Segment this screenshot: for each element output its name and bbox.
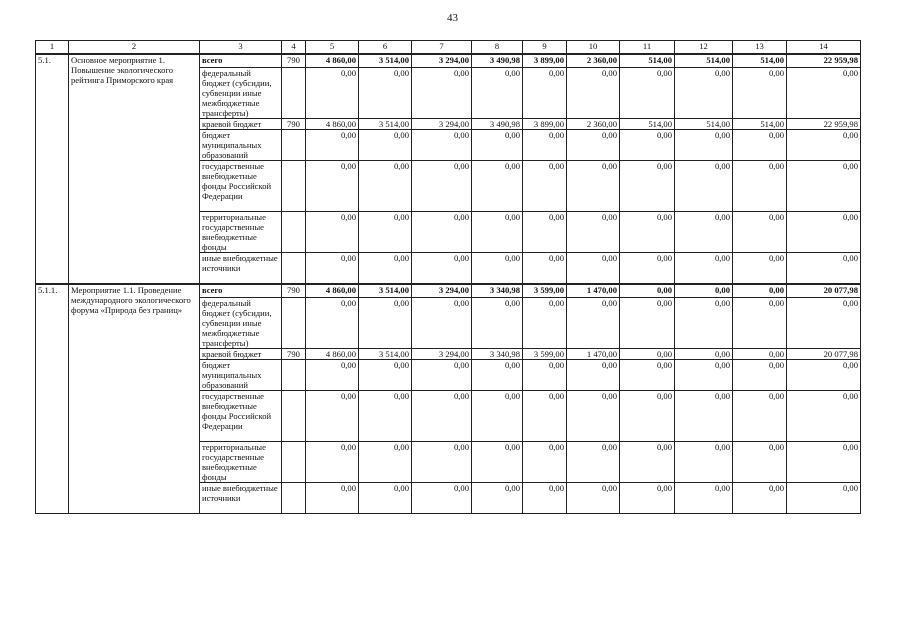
amount-cell: 0,00 (675, 483, 733, 514)
amount-cell: 0,00 (567, 298, 620, 349)
amount-cell: 0,00 (733, 391, 787, 442)
grbs-code: 790 (282, 119, 306, 130)
amount-cell: 4 860,00 (306, 54, 359, 68)
amount-cell: 0,00 (412, 391, 472, 442)
total-amount: 22 959,98 (787, 54, 861, 68)
amount-cell: 0,00 (567, 253, 620, 285)
amount-cell: 0,00 (523, 253, 567, 285)
amount-cell: 0,00 (523, 483, 567, 514)
funding-source: территориальные государственные внебюджетные фонды (200, 442, 282, 483)
total-amount: 0,00 (787, 68, 861, 119)
amount-cell: 2 360,00 (567, 119, 620, 130)
amount-cell: 3 294,00 (412, 284, 472, 298)
amount-cell: 514,00 (620, 119, 675, 130)
measure-name: Мероприятие 1.1. Проведение международного экологического форума «Природа без границ» (69, 284, 200, 514)
amount-cell: 0,00 (567, 442, 620, 483)
amount-cell: 0,00 (412, 212, 472, 253)
funding-source: государственные внебюджетные фонды Российской Федерации (200, 161, 282, 212)
grbs-code (282, 442, 306, 483)
amount-cell: 0,00 (675, 253, 733, 285)
amount-cell: 0,00 (675, 130, 733, 161)
funding-source: всего (200, 284, 282, 298)
amount-cell: 0,00 (472, 130, 523, 161)
funding-source: федеральный бюджет (субсидии, субвенции иные межбюджетные трансферты) (200, 298, 282, 349)
column-header: 3 (200, 41, 282, 55)
grbs-code (282, 360, 306, 391)
grbs-code (282, 391, 306, 442)
amount-cell: 4 860,00 (306, 349, 359, 360)
funding-source: иные внебюджетные источники (200, 483, 282, 514)
measure-code: 5.1.1. (36, 284, 69, 514)
amount-cell: 0,00 (620, 212, 675, 253)
amount-cell: 0,00 (306, 161, 359, 212)
funding-source: краевой бюджет (200, 349, 282, 360)
amount-cell: 0,00 (306, 68, 359, 119)
amount-cell: 0,00 (733, 483, 787, 514)
amount-cell: 0,00 (523, 360, 567, 391)
total-amount: 20 077,98 (787, 284, 861, 298)
amount-cell: 3 514,00 (359, 284, 412, 298)
amount-cell: 0,00 (359, 442, 412, 483)
amount-cell: 0,00 (567, 360, 620, 391)
amount-cell: 3 340,98 (472, 349, 523, 360)
amount-cell: 4 860,00 (306, 119, 359, 130)
amount-cell: 0,00 (620, 130, 675, 161)
amount-cell: 3 490,98 (472, 119, 523, 130)
amount-cell: 0,00 (523, 391, 567, 442)
budget-table-body (36, 54, 861, 514)
column-header: 9 (523, 41, 567, 55)
amount-cell: 3 514,00 (359, 54, 412, 68)
funding-source: территориальные государственные внебюджетные фонды (200, 212, 282, 253)
amount-cell: 0,00 (306, 130, 359, 161)
amount-cell: 0,00 (412, 130, 472, 161)
budget-table (35, 40, 861, 514)
amount-cell: 3 340,98 (472, 284, 523, 298)
amount-cell: 0,00 (620, 253, 675, 285)
column-header: 10 (567, 41, 620, 55)
amount-cell: 0,00 (567, 391, 620, 442)
total-amount: 0,00 (787, 391, 861, 442)
column-header: 13 (733, 41, 787, 55)
amount-cell: 0,00 (733, 130, 787, 161)
amount-cell: 0,00 (675, 360, 733, 391)
amount-cell: 0,00 (359, 161, 412, 212)
amount-cell: 0,00 (412, 483, 472, 514)
amount-cell: 0,00 (306, 212, 359, 253)
amount-cell: 0,00 (620, 68, 675, 119)
amount-cell: 0,00 (359, 68, 412, 119)
funding-source: иные внебюджетные источники (200, 253, 282, 285)
amount-cell: 3 899,00 (523, 119, 567, 130)
amount-cell: 0,00 (733, 360, 787, 391)
total-amount: 0,00 (787, 161, 861, 212)
column-header: 14 (787, 41, 861, 55)
amount-cell: 0,00 (523, 161, 567, 212)
table-row (36, 54, 861, 68)
column-number-row (36, 41, 861, 55)
amount-cell: 0,00 (733, 68, 787, 119)
amount-cell: 0,00 (412, 360, 472, 391)
grbs-code (282, 212, 306, 253)
amount-cell: 0,00 (412, 253, 472, 285)
amount-cell: 0,00 (733, 298, 787, 349)
amount-cell: 0,00 (675, 161, 733, 212)
funding-source: краевой бюджет (200, 119, 282, 130)
amount-cell: 514,00 (675, 54, 733, 68)
amount-cell: 0,00 (306, 391, 359, 442)
amount-cell: 0,00 (675, 212, 733, 253)
amount-cell: 0,00 (306, 442, 359, 483)
amount-cell: 1 470,00 (567, 349, 620, 360)
grbs-code (282, 68, 306, 119)
amount-cell: 0,00 (620, 284, 675, 298)
amount-cell: 0,00 (567, 161, 620, 212)
amount-cell: 0,00 (567, 212, 620, 253)
amount-cell: 0,00 (359, 360, 412, 391)
amount-cell: 0,00 (675, 442, 733, 483)
amount-cell: 3 599,00 (523, 284, 567, 298)
grbs-code (282, 253, 306, 285)
amount-cell: 0,00 (472, 161, 523, 212)
amount-cell: 0,00 (620, 298, 675, 349)
funding-source: бюджет муниципальных образований (200, 130, 282, 161)
grbs-code (282, 161, 306, 212)
amount-cell: 0,00 (359, 253, 412, 285)
total-amount: 0,00 (787, 212, 861, 253)
amount-cell: 0,00 (523, 68, 567, 119)
amount-cell: 514,00 (733, 54, 787, 68)
grbs-code (282, 483, 306, 514)
amount-cell: 0,00 (472, 391, 523, 442)
amount-cell: 0,00 (412, 298, 472, 349)
amount-cell: 3 490,98 (472, 54, 523, 68)
amount-cell: 2 360,00 (567, 54, 620, 68)
amount-cell: 0,00 (733, 349, 787, 360)
amount-cell: 1 470,00 (567, 284, 620, 298)
amount-cell: 0,00 (733, 161, 787, 212)
column-header: 8 (472, 41, 523, 55)
amount-cell: 0,00 (472, 442, 523, 483)
amount-cell: 3 899,00 (523, 54, 567, 68)
column-header: 7 (412, 41, 472, 55)
amount-cell: 0,00 (620, 360, 675, 391)
amount-cell: 3 294,00 (412, 119, 472, 130)
amount-cell: 0,00 (472, 212, 523, 253)
amount-cell: 0,00 (620, 442, 675, 483)
amount-cell: 0,00 (472, 253, 523, 285)
amount-cell: 3 599,00 (523, 349, 567, 360)
amount-cell: 514,00 (733, 119, 787, 130)
amount-cell: 0,00 (733, 284, 787, 298)
amount-cell: 0,00 (412, 442, 472, 483)
amount-cell: 0,00 (359, 212, 412, 253)
amount-cell: 0,00 (306, 483, 359, 514)
grbs-code: 790 (282, 284, 306, 298)
amount-cell: 3 294,00 (412, 349, 472, 360)
amount-cell: 0,00 (472, 483, 523, 514)
amount-cell: 3 294,00 (412, 54, 472, 68)
amount-cell: 0,00 (733, 253, 787, 285)
funding-source: федеральный бюджет (субсидии, субвенции иные межбюджетные трансферты) (200, 68, 282, 119)
amount-cell: 0,00 (523, 442, 567, 483)
amount-cell: 0,00 (675, 298, 733, 349)
total-amount: 22 959,98 (787, 119, 861, 130)
grbs-code (282, 298, 306, 349)
amount-cell: 0,00 (359, 130, 412, 161)
funding-source: бюджет муниципальных образований (200, 360, 282, 391)
amount-cell: 0,00 (733, 442, 787, 483)
column-header: 1 (36, 41, 69, 55)
amount-cell: 0,00 (412, 161, 472, 212)
amount-cell: 0,00 (567, 130, 620, 161)
measure-name: Основное мероприятие 1. Повышение экологического рейтинга Приморского края (69, 54, 200, 284)
amount-cell: 514,00 (675, 119, 733, 130)
page-number: 43 (447, 12, 458, 24)
amount-cell: 0,00 (620, 161, 675, 212)
amount-cell: 0,00 (675, 349, 733, 360)
amount-cell: 4 860,00 (306, 284, 359, 298)
amount-cell: 0,00 (675, 391, 733, 442)
amount-cell: 0,00 (567, 68, 620, 119)
amount-cell: 0,00 (412, 68, 472, 119)
amount-cell: 0,00 (523, 130, 567, 161)
column-header: 4 (282, 41, 306, 55)
measure-code: 5.1. (36, 54, 69, 284)
funding-source: государственные внебюджетные фонды Российской Федерации (200, 391, 282, 442)
amount-cell: 0,00 (620, 349, 675, 360)
amount-cell: 0,00 (472, 298, 523, 349)
column-header: 12 (675, 41, 733, 55)
table-row (36, 284, 861, 298)
total-amount: 0,00 (787, 298, 861, 349)
amount-cell: 0,00 (567, 483, 620, 514)
amount-cell: 0,00 (306, 360, 359, 391)
amount-cell: 0,00 (306, 253, 359, 285)
amount-cell: 3 514,00 (359, 349, 412, 360)
amount-cell: 0,00 (359, 298, 412, 349)
amount-cell: 514,00 (620, 54, 675, 68)
amount-cell: 0,00 (675, 284, 733, 298)
total-amount: 20 077,98 (787, 349, 861, 360)
amount-cell: 0,00 (620, 391, 675, 442)
amount-cell: 0,00 (620, 483, 675, 514)
amount-cell: 0,00 (359, 483, 412, 514)
total-amount: 0,00 (787, 483, 861, 514)
total-amount: 0,00 (787, 253, 861, 285)
column-header: 2 (69, 41, 200, 55)
grbs-code (282, 130, 306, 161)
amount-cell: 0,00 (523, 298, 567, 349)
total-amount: 0,00 (787, 442, 861, 483)
amount-cell: 3 514,00 (359, 119, 412, 130)
amount-cell: 0,00 (359, 391, 412, 442)
amount-cell: 0,00 (472, 360, 523, 391)
grbs-code: 790 (282, 54, 306, 68)
total-amount: 0,00 (787, 360, 861, 391)
amount-cell: 0,00 (472, 68, 523, 119)
column-header: 11 (620, 41, 675, 55)
column-header: 6 (359, 41, 412, 55)
amount-cell: 0,00 (733, 212, 787, 253)
amount-cell: 0,00 (523, 212, 567, 253)
amount-cell: 0,00 (306, 298, 359, 349)
column-header: 5 (306, 41, 359, 55)
total-amount: 0,00 (787, 130, 861, 161)
funding-source: всего (200, 54, 282, 68)
grbs-code: 790 (282, 349, 306, 360)
amount-cell: 0,00 (675, 68, 733, 119)
